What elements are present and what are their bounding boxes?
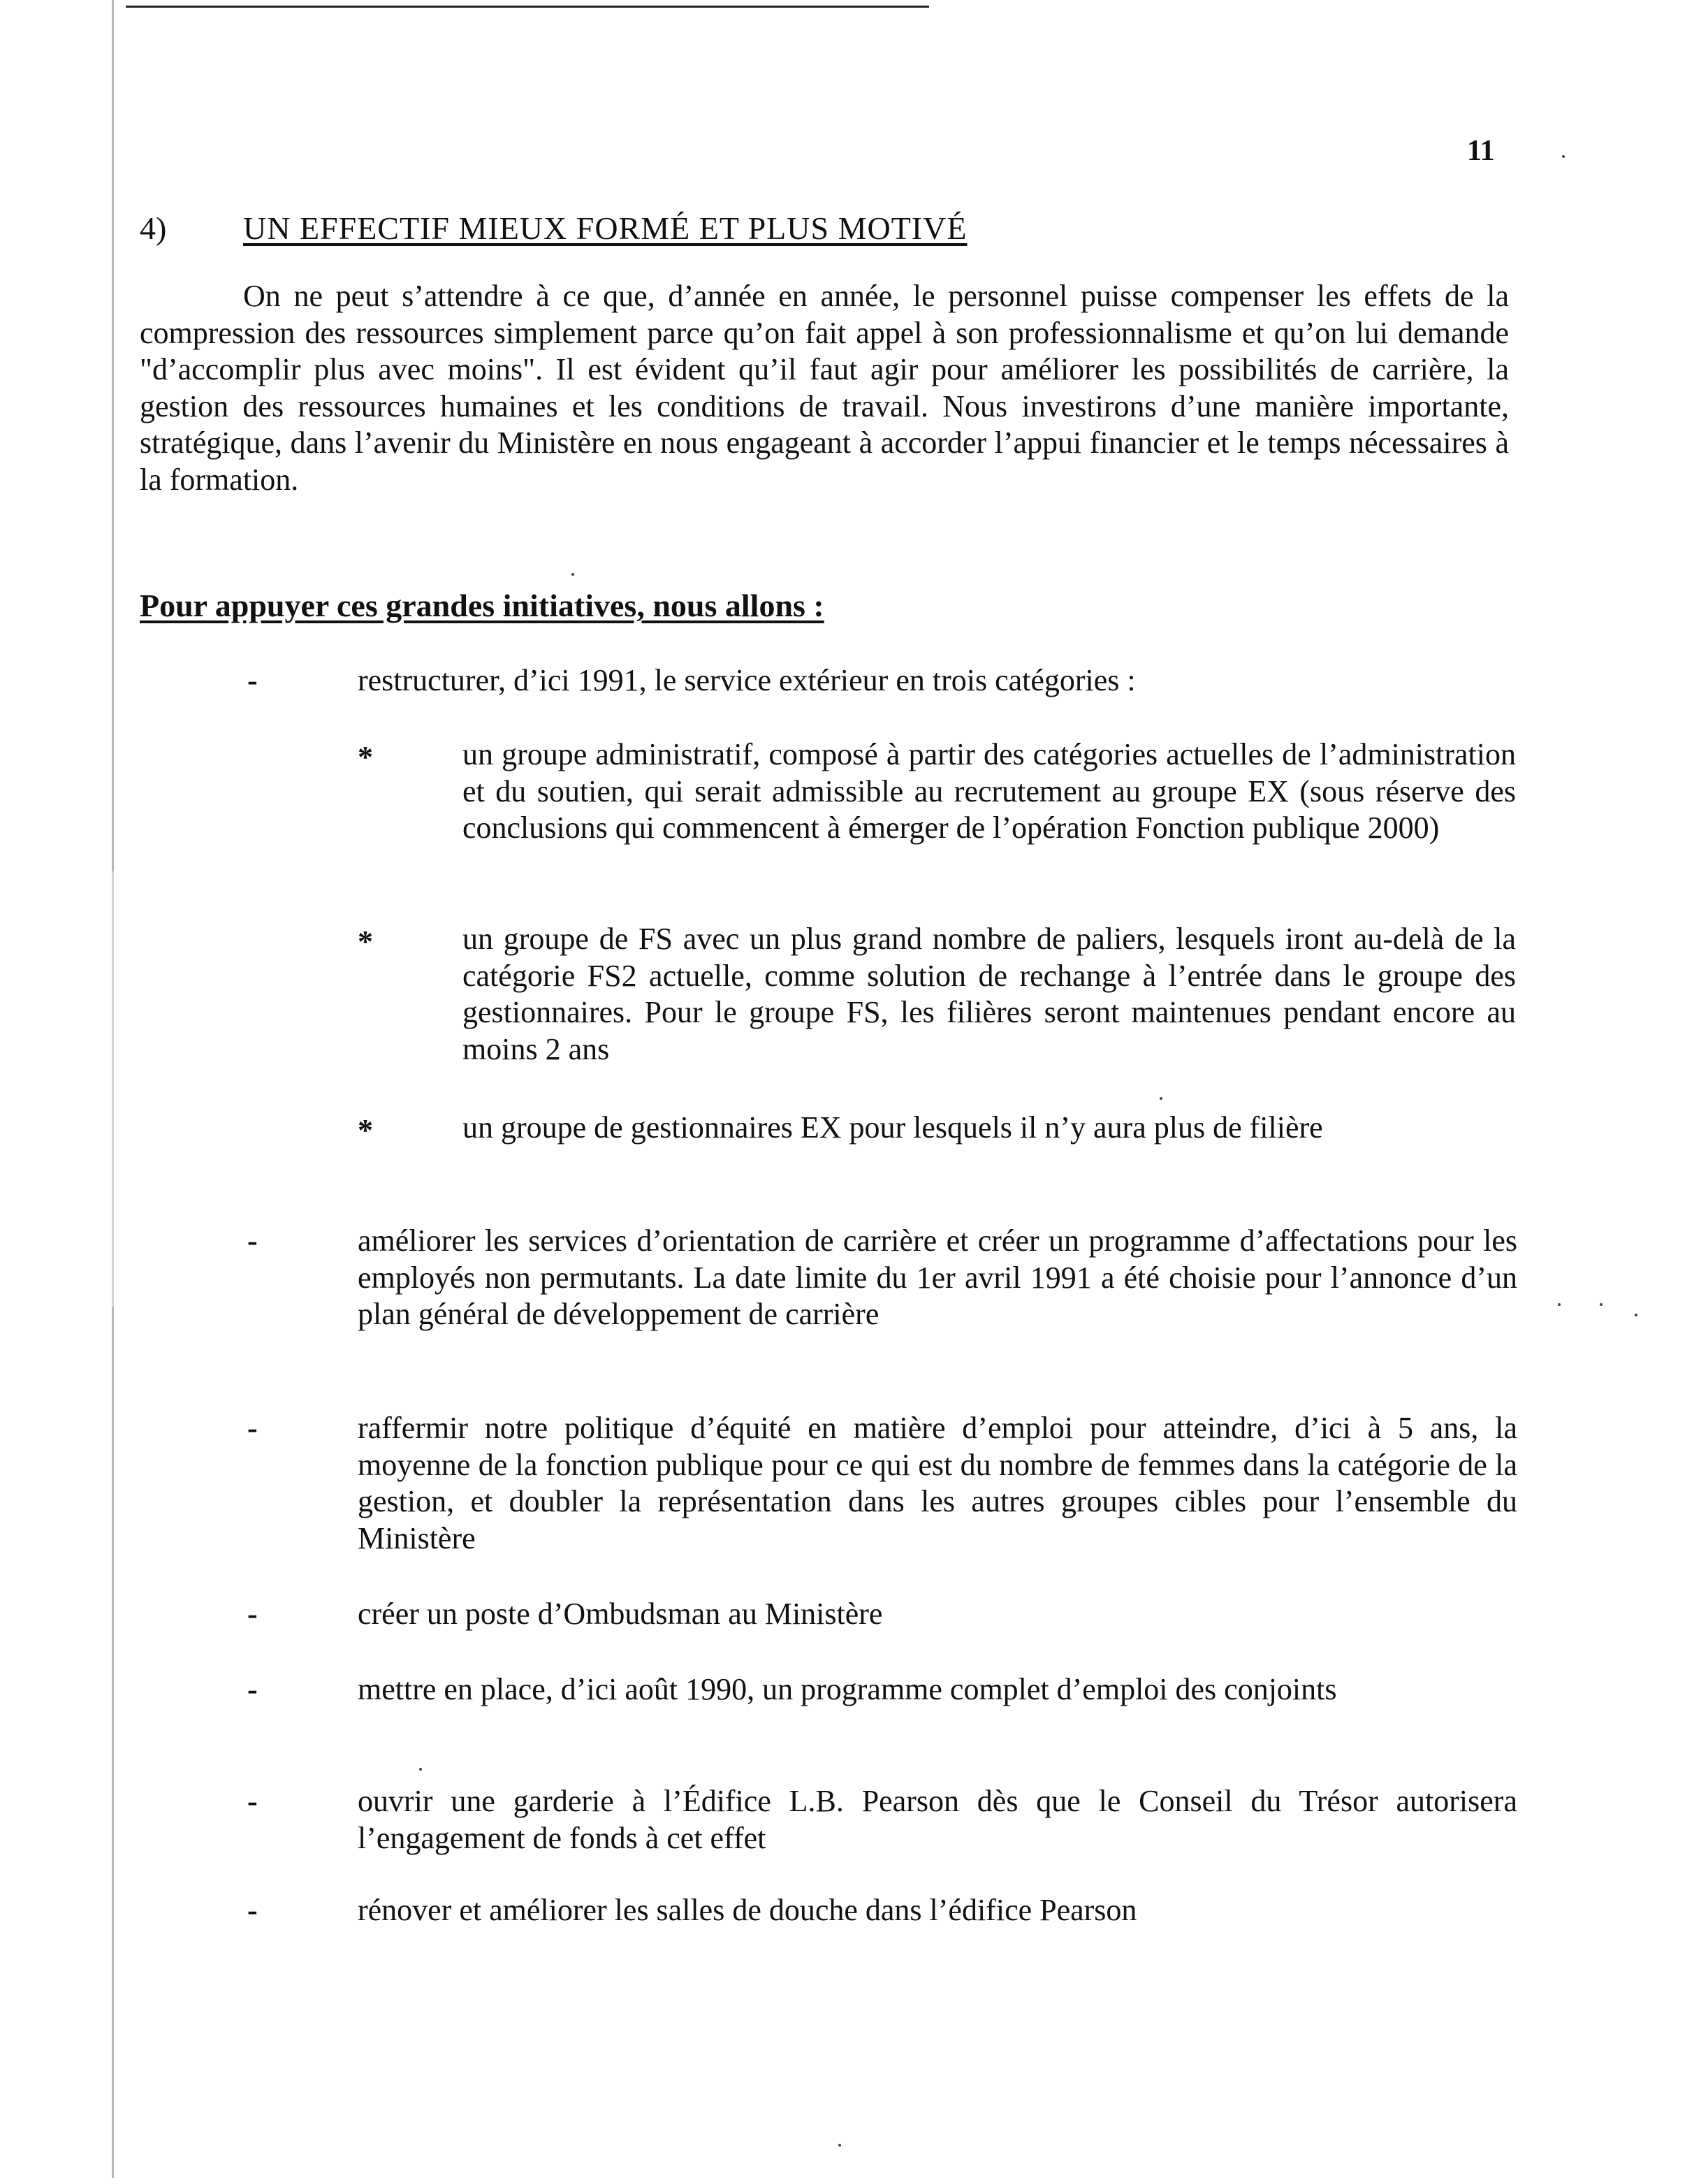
initiatives-heading: Pour appuyer ces grandes initiatives, nous allons : xyxy=(140,588,824,623)
scan-speck xyxy=(1558,1303,1561,1306)
section-number: 4) xyxy=(140,210,167,246)
list-item xyxy=(247,1596,1517,1633)
dash-bullet: - xyxy=(247,1893,258,1927)
star-bullet: * xyxy=(358,740,373,774)
scan-speck xyxy=(1600,1303,1603,1306)
section-heading xyxy=(140,210,967,247)
dash-bullet: - xyxy=(247,663,258,697)
list-item-text: rénover et améliorer les salles de douche dans l’édifice Pearson xyxy=(358,1893,1137,1927)
list-item xyxy=(247,1410,1517,1557)
dash-bullet: - xyxy=(247,1784,258,1818)
list-item-text: ouvrir une garderie à l’Édifice L.B. Pearson dès que le Conseil du Trésor autorisera l’engagement de fonds à cet effet xyxy=(358,1784,1517,1855)
list-item-text: créer un poste d’Ombudsman au Ministère xyxy=(358,1597,883,1631)
sub-list-item-text: un groupe administratif, composé à partir des catégories actuelles de l’administration et du soutien, qui serait admissible au recrutement au groupe EX (sous réserve des conclusions qui commencent à émerger de l’opération Fonction publique 2000) xyxy=(462,737,1516,845)
scan-speck xyxy=(571,573,574,576)
scan-speck xyxy=(1562,155,1565,158)
left-margin-line xyxy=(112,0,114,2178)
list-item xyxy=(247,1671,1517,1708)
star-bullet: * xyxy=(358,924,373,959)
list-item-text: améliorer les services d’orientation de carrière et créer un programme d’affectations pour les employés non permutants. La date limite du 1er avril 1991 a été choisie pour l’annonce d’un plan général de développement de carrière xyxy=(358,1224,1517,1331)
list-item-text: restructurer, d’ici 1991, le service extérieur en trois catégories : xyxy=(358,663,1136,697)
scan-speck xyxy=(419,1768,422,1771)
sub-list-item xyxy=(358,736,1516,847)
top-border-line xyxy=(126,6,929,8)
sub-list-item-text: un groupe de FS avec un plus grand nombre de paliers, lesquels iront au-delà de la catégorie FS2 actuelle, comme solution de rechange à l’entrée dans le groupe des gestionnaires. Pour le groupe FS, les filières seront maintenues pendant encore au moins 2 ans xyxy=(462,922,1516,1066)
dash-bullet: - xyxy=(247,1224,258,1258)
dash-bullet: - xyxy=(247,1597,258,1631)
sub-list-item xyxy=(358,1110,1516,1147)
list-item-text: mettre en place, d’ici août 1990, un programme complet d’emploi des conjoints xyxy=(358,1672,1337,1706)
intro-paragraph: On ne peut s’attendre à ce que, d’année en année, le personnel puisse compenser les effets de la compression des ressources simplement parce qu’on fait appel à son professionnalisme et qu’on lui demande "d’accomplir plus avec moins". Il est évident qu’il faut agir pour améliorer les possibilités de carrière, la gestion des ressources humaines et les conditions de travail. Nous investirons d’une manière importante, stratégique, dans l’avenir du Ministère en nous engageant à accorder l’appui financier et le temps nécessaires à la formation. xyxy=(140,279,1509,497)
sub-list-item xyxy=(358,921,1516,1068)
star-bullet: * xyxy=(358,1113,373,1147)
scan-speck xyxy=(1160,1097,1162,1100)
dash-bullet: - xyxy=(247,1411,258,1445)
dash-bullet: - xyxy=(247,1672,258,1706)
list-item xyxy=(247,1223,1517,1333)
list-item xyxy=(247,1892,1517,1929)
scan-speck xyxy=(1635,1314,1637,1316)
list-item-text: raffermir notre politique d’équité en matière d’emploi pour atteindre, d’ici à 5 ans, la moyenne de la fonction publique pour ce qui est du nombre de femmes dans la catégorie de la gestion, et doubler la représentation dans les autres groupes cibles pour l’ensemble du Ministère xyxy=(358,1411,1517,1555)
scan-speck xyxy=(838,2144,841,2147)
section-title: UN EFFECTIF MIEUX FORMÉ ET PLUS MOTIVÉ xyxy=(243,210,968,246)
sub-list-item-text: un groupe de gestionnaires EX pour lesquels il n’y aura plus de filière xyxy=(462,1110,1323,1145)
page-number: 11 xyxy=(1467,135,1495,167)
list-item xyxy=(247,662,1517,699)
list-item xyxy=(247,1783,1517,1857)
